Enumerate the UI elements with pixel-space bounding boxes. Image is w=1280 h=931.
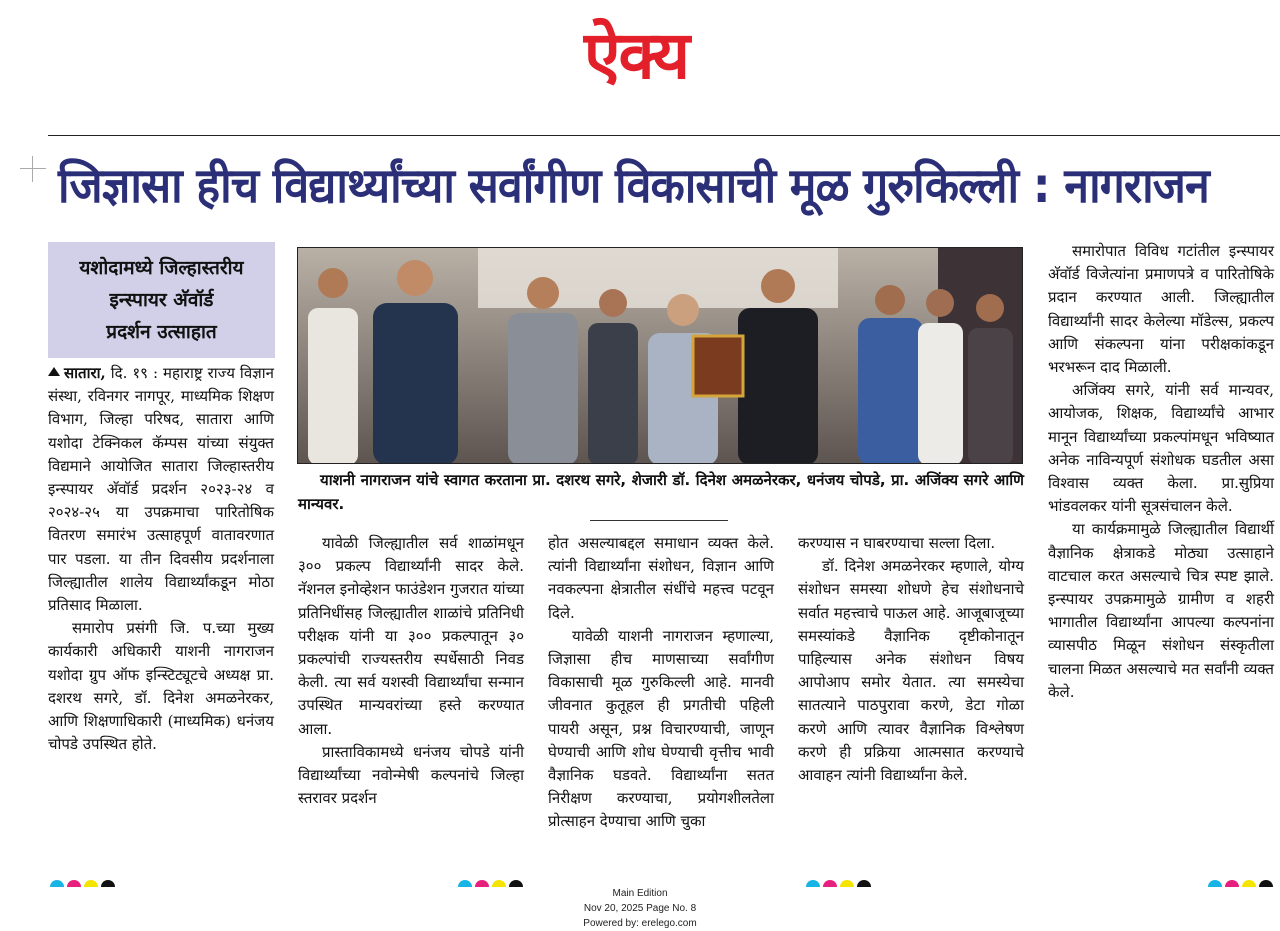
registration-mark <box>509 880 523 887</box>
masthead-logo <box>548 8 724 104</box>
article-column-1 <box>48 362 274 756</box>
registration-mark <box>1242 880 1256 887</box>
paragraph: अजिंक्य सगरे, यांनी सर्व मान्यवर, आयोजक, शिक्षक, विद्यार्थ्यांचे आभार मानून विद्यार्थ्यांच्या प्रकल्पांमधून भविष्यात अनेक नाविन्यपूर्ण संशोधक घडतील असा विश्वास व्यक्त केला. प्रा.सुप्रिया भांडवलकर यांनी सूत्रसंचालन केले. <box>1048 381 1274 516</box>
photo-caption: याशनी नागराजन यांचे स्वागत करताना प्रा. दशरथ सगरे, शेजारी डॉ. दिनेश अमळनेरकर, धनंजय चोपडे, प्रा. अजिंक्य सगरे आणि मान्यवर. <box>298 471 1024 513</box>
registration-mark <box>857 880 871 887</box>
logo-text: ऐक्य <box>583 17 689 94</box>
dateline-triangle-icon <box>48 367 60 376</box>
dateline: सातारा, <box>64 364 106 382</box>
registration-mark <box>840 880 854 887</box>
registration-mark <box>101 880 115 887</box>
paragraph: होत असल्याबद्दल समाधान व्यक्त केले. त्यांनी विद्यार्थ्यांना संशोधन, विज्ञान आणि नवकल्पना क्षेत्रातील संधींचे महत्त्व पटवून दिले. <box>548 534 774 622</box>
article-column-2 <box>298 532 524 810</box>
registration-mark <box>84 880 98 887</box>
paragraph-text: दि. १९ : महाराष्ट्र राज्य विज्ञान संस्था, रविनगर नागपूर, माध्यमिक शिक्षण विभाग, जिल्हा परिषद, सातारा आणि यशोदा टेक्निकल कॅम्पस यांच्या संयुक्त विद्यमाने आयोजित सातारा जिल्हास्तरीय इन्स्पायर अ‍ॅवॉर्ड प्रदर्शन २०२३-२४ व २०२४-२५ या उपक्रमाचा पारितोषिक वितरण समारंभ उत्साहपूर्ण वातावरणात पार पडला. या तीन दिवसीय प्रदर्शनाला जिल्ह्यातील शालेय विद्यार्थ्यांकडून मोठा प्रतिसाद मिळाला. <box>48 364 274 615</box>
paragraph: या कार्यक्रमामुळे जिल्ह्यातील विद्यार्थी वैज्ञानिक क्षेत्राकडे मोठ्या उत्साहाने वाटचाल करत असल्याचे चित्र स्पष्ट झाले. इन्स्पायर उपक्रमामुळे ग्रामीण व शहरी भागातील विद्यार्थ्यांना आपल्या कल्पनांना व्यासपीठ मिळून संशोधन संस्कृतीला चालना मिळत असल्याचे मत सर्वांनी व्यक्त केले. <box>1048 520 1274 701</box>
article-column-4 <box>798 532 1024 787</box>
headline: जिज्ञासा हीच विद्यार्थ्यांच्या सर्वांगीण विकासाची मूळ गुरुकिल्ली : नागराजन <box>58 158 1209 214</box>
color-registration-marks <box>50 880 115 887</box>
subhead-line: इन्स्पायर अ‍ॅवॉर्ड <box>109 289 214 311</box>
registration-mark <box>806 880 820 887</box>
color-registration-marks <box>806 880 871 887</box>
caption-divider <box>590 520 728 521</box>
registration-mark <box>1208 880 1222 887</box>
paragraph: करण्यास न घाबरण्याचा सल्ला दिला. <box>798 534 996 552</box>
subhead-line: प्रदर्शन उत्साहात <box>106 321 217 343</box>
paragraph: समारोपात विविध गटांतील इन्स्पायर अ‍ॅवॉर्ड विजेत्यांना प्रमाणपत्रे व पारितोषिके प्रदान करण्यात आली. जिल्ह्यातील विद्यार्थ्यांनी सादर केलेल्या मॉडेल्स, प्रकल्प आणि संकल्पना यांना परीक्षकांकडून भरभरून दाद मिळाली. <box>1048 242 1274 377</box>
registration-mark <box>823 880 837 887</box>
color-registration-marks <box>1208 880 1273 887</box>
registration-mark <box>1259 880 1273 887</box>
paragraph <box>48 362 274 617</box>
powered-by-label: Powered by: erelego.com <box>583 918 697 929</box>
paragraph: समारोप प्रसंगी जि. प.च्या मुख्य कार्यकारी अधिकारी याशनी नागराजन यशोदा ग्रुप ऑफ इन्स्टिट्यूटचे अध्यक्ष प्रा. दशरथ सगरे, डॉ. दिनेश अमळनेरकर, आणि शिक्षणाधिकारी (माध्यमिक) धनंजय चोपडे उपस्थित होते. <box>48 619 274 754</box>
registration-mark <box>458 880 472 887</box>
color-registration-marks <box>458 880 523 887</box>
event-photo <box>297 247 1023 464</box>
paragraph: प्रास्ताविकामध्ये धनंजय चोपडे यांनी विद्यार्थ्यांच्या नवोन्मेषी कल्पनांचे जिल्हा स्तरावर प्रदर्शन <box>298 742 524 808</box>
edition-label: Main Edition <box>612 888 668 899</box>
registration-mark <box>67 880 81 887</box>
subhead-line: यशोदामध्ये जिल्हास्तरीय <box>79 257 244 279</box>
page-footer <box>540 886 740 931</box>
masthead-divider <box>48 135 1280 136</box>
subhead-box <box>48 242 275 358</box>
registration-mark <box>475 880 489 887</box>
registration-mark <box>1225 880 1239 887</box>
paragraph: डॉ. दिनेश अमळनेरकर म्हणाले, योग्य संशोधन समस्या शोधणे हेच संशोधनाचे सर्वात महत्त्वाचे पाऊल आहे. आजूबाजूच्या समस्यांकडे वैज्ञानिक दृष्टीकोनातून पाहिल्यास अनेक संशोधन विषय आपोआप समोर येतात. त्या समस्येचा सातत्याने पाठपुरावा करणे, डेटा गोळा करणे आणि त्यावर वैज्ञानिक विश्लेषण करणे ही प्रक्रिया आत्मसात करण्याचे आवाहन त्यांनी विद्यार्थ्यांना केले. <box>798 557 1024 785</box>
paragraph: यावेळी याशनी नागराजन म्हणाल्या, जिज्ञासा हीच माणसाच्या सर्वांगीण विकासाची मूळ गुरुकिल्ली आहे. मानवी जीवनात कुतूहल ही प्रगतीची पहिली पायरी असून, प्रश्न विचारण्याची, जाणून घेण्याची आणि शोध घेण्याची वृत्तीच भावी वैज्ञानिक घडवते. विद्यार्थ्यांना सतत निरीक्षण करण्याचा, प्रयोगशीलतेला प्रोत्साहन देण्याचा आणि चुका <box>548 626 774 831</box>
paragraph: यावेळी जिल्ह्यातील सर्व शाळांमधून ३०० प्रकल्प विद्यार्थ्यांनी सादर केले. नॅशनल इनोव्हेशन फाउंडेशन गुजरात यांच्या प्रतिनिधींसह जिल्ह्यातील शाळांचे प्रतिनिधी परीक्षक यांनी या ३०० प्रकल्पातून ३० प्रकल्पांची राज्यस्तरीय स्पर्धेसाठी निवड केली. त्या सर्व यशस्वी विद्यार्थ्यांचा सन्मान उपस्थित मान्यवरांच्या हस्ते करण्यात आला. <box>298 534 524 738</box>
registration-mark <box>492 880 506 887</box>
article-column-3 <box>548 532 774 834</box>
registration-mark <box>50 880 64 887</box>
date-page-label: Nov 20, 2025 Page No. 8 <box>583 903 697 914</box>
crop-mark-icon <box>20 156 46 182</box>
article-column-5 <box>1048 240 1274 704</box>
